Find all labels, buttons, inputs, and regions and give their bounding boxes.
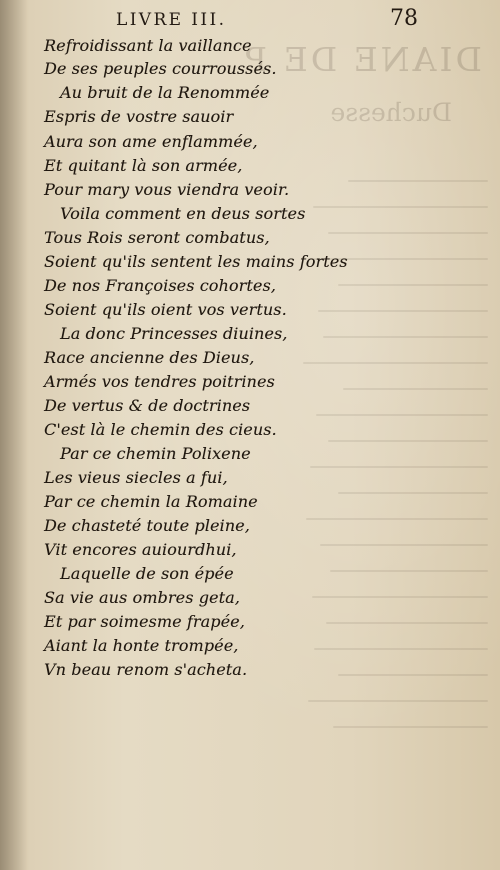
bleed-through-title: DIANE DE P — [241, 40, 482, 79]
verse-line: Au bruit de la Renommée — [60, 83, 270, 102]
verse-line: Par ce chemin la Romaine — [44, 492, 258, 511]
verse-line: Pour mary vous viendra veoir. — [44, 180, 290, 199]
verse-line: Aura son ame enflammée, — [44, 132, 258, 151]
page-number: 78 — [390, 6, 418, 31]
verse-line: Sa vie aus ombres geta, — [44, 588, 240, 607]
verse-line: Espris de vostre sauoir — [44, 107, 234, 126]
verse-line: Armés vos tendres poitrines — [44, 372, 275, 391]
bleed-through-subtitle: Duchesse — [330, 98, 452, 127]
verse-line: Soient qu'ils oient vos vertus. — [44, 300, 287, 319]
verse-line: Vit encores auiourdhui, — [44, 540, 237, 559]
verse-line: Race ancienne des Dieus, — [44, 348, 255, 367]
verse-line: Par ce chemin Polixene — [60, 444, 251, 463]
verse-line: De vertus & de doctrines — [44, 396, 251, 415]
verse-line: De ses peuples courroussés. — [44, 59, 277, 78]
verse-line: Refroidissant la vaillance — [44, 36, 252, 55]
verse-line: De chasteté toute pleine, — [44, 516, 250, 535]
verse-line: Et quitant là son armée, — [44, 156, 243, 175]
verse-line: Et par soimesme frapée, — [44, 612, 245, 631]
verse-line: Soient qu'ils sentent les mains fortes — [44, 252, 348, 271]
verse-line: Aiant la honte trompée, — [44, 636, 239, 655]
verse-line: La donc Princesses diuines, — [60, 324, 288, 343]
verse-line: Tous Rois seront combatus, — [44, 228, 270, 247]
verse-line: Les vieus siecles a fui, — [44, 468, 228, 487]
verse-line: Voila comment en deus sortes — [60, 204, 306, 223]
verse-line: Laquelle de son épée — [60, 564, 234, 583]
running-head: LIVRE III. — [116, 10, 227, 30]
verse-line: De nos Françoises cohortes, — [44, 276, 276, 295]
verse-line: C'est là le chemin des cieus. — [44, 420, 277, 439]
verse-line: Vn beau renom s'acheta. — [44, 660, 248, 679]
